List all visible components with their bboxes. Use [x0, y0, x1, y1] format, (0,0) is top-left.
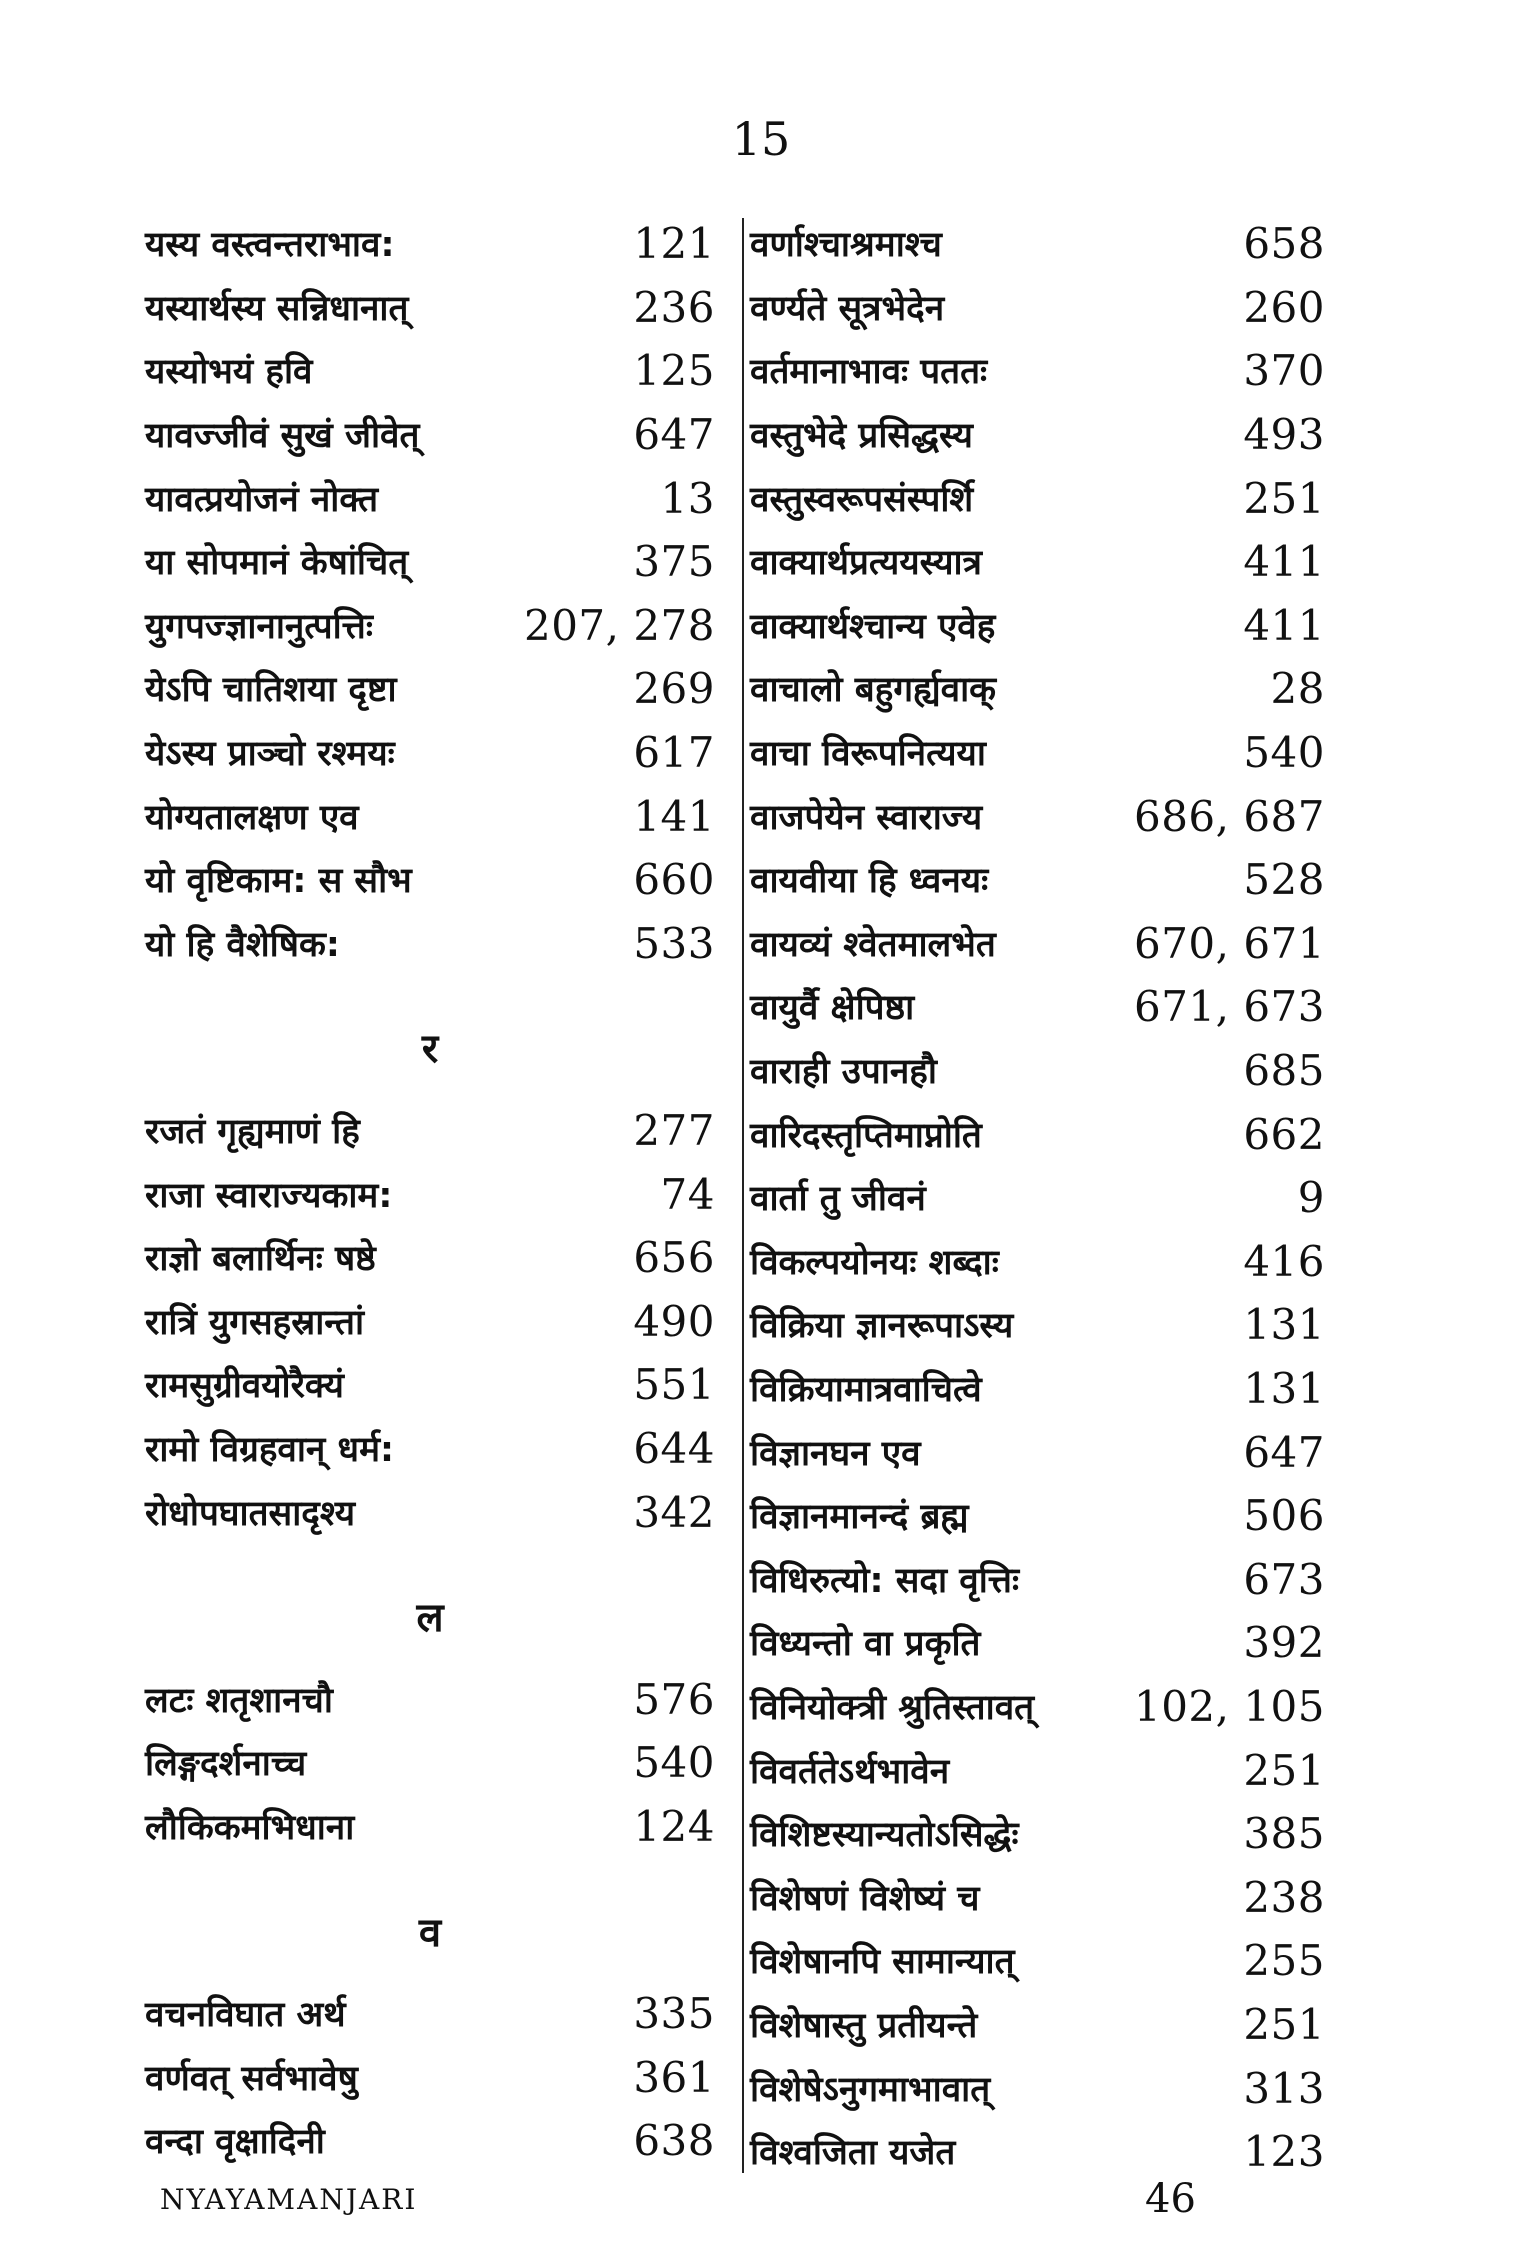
index-entry: [750, 530, 1325, 594]
index-left-column: [145, 212, 715, 2173]
index-entry: [750, 1420, 1325, 1484]
index-entry-term: विशेषानपि सामान्यात्: [750, 1942, 1015, 1983]
index-entry: [145, 784, 715, 848]
index-entry-page: 121: [633, 219, 715, 269]
index-entry: [750, 1484, 1325, 1548]
index-entry-term: विशेषणं विशेष्यं च: [750, 1878, 980, 1919]
index-entry: [750, 848, 1325, 912]
index-entry-page: 131: [1243, 1300, 1325, 1350]
column-divider: [742, 218, 744, 2173]
index-entry-term: वायुर्वै क्षेपिष्ठा: [750, 988, 915, 1029]
index-entry: [750, 1357, 1325, 1421]
index-entry: [145, 403, 715, 467]
index-entry-term: रजतं गृह्यमाणं हि: [145, 1112, 360, 1153]
section-heading-la: ल: [416, 1595, 444, 1642]
index-entry-term: येऽपि चातिशया दृष्टा: [145, 670, 397, 711]
index-entry: [145, 848, 715, 912]
index-entry: [145, 212, 715, 276]
index-entry-term: यो हि वैशेषिक:: [145, 924, 340, 965]
index-entry: [145, 339, 715, 403]
section-heading-ra: र: [421, 1026, 439, 1073]
index-entry: [750, 1929, 1325, 1993]
index-entry-page: 673: [1243, 1554, 1325, 1604]
index-entry: [750, 1166, 1325, 1230]
index-entry-page: 660: [633, 855, 715, 905]
index-entry-page: 638: [633, 2116, 715, 2166]
index-entry-term: यावत्प्रयोजनं नोक्त: [145, 479, 379, 520]
index-entry: [145, 1290, 715, 1354]
index-entry-page: 685: [1243, 1046, 1325, 1096]
index-entry-page: 236: [633, 282, 715, 332]
index-entry: [750, 276, 1325, 340]
index-entry: [750, 1039, 1325, 1103]
index-entry: [750, 1993, 1325, 2057]
index-entry-page: 9: [1297, 1173, 1325, 1223]
index-entry-term: येऽस्य प्राञ्चो रश्मयः: [145, 734, 395, 775]
index-entry-page: 540: [1243, 728, 1325, 778]
index-entry-page: 131: [1243, 1363, 1325, 1413]
index-entry-term: यस्यार्थस्य सन्निधानात्: [145, 288, 409, 329]
index-entry-page: 671, 673: [1133, 982, 1325, 1032]
index-entry-page: 617: [633, 728, 715, 778]
index-entry-page: 13: [660, 473, 715, 523]
index-entry-term: रामो विग्रहवान् धर्म:: [145, 1429, 394, 1470]
index-entry-page: 490: [633, 1296, 715, 1346]
index-entry-page: 392: [1243, 1618, 1325, 1668]
index-entry-term: विकल्पयोनयः शब्दाः: [750, 1242, 999, 1283]
index-entry-page: 370: [1243, 346, 1325, 396]
index-entry-page: 342: [633, 1487, 715, 1537]
index-entry-term: या सोपमानं केषांचित्: [145, 543, 409, 584]
index-entry: [750, 1802, 1325, 1866]
index-entry-term: योग्यतालक्षण एव: [145, 797, 359, 838]
index-entry-term: लौकिकमभिधाना: [145, 1807, 355, 1848]
index-entry: [750, 1865, 1325, 1929]
index-entry-page: 506: [1243, 1491, 1325, 1541]
index-entry-page: 251: [1243, 1999, 1325, 2049]
index-entry-page: 124: [633, 1801, 715, 1851]
index-entry-term: वर्णवत् सर्वभावेषु: [145, 2058, 358, 2099]
left-group-va: [145, 1982, 715, 2173]
index-entry: [145, 466, 715, 530]
index-entry: [750, 1293, 1325, 1357]
index-entry-term: वर्तमानाभावः पततः: [750, 352, 988, 393]
index-entry-page: 125: [633, 346, 715, 396]
index-entry: [750, 1738, 1325, 1802]
index-entry-term: वर्णाश्चाश्रमाश्च: [750, 225, 942, 266]
index-entry-page: 74: [660, 1169, 715, 1219]
index-entry: [750, 1611, 1325, 1675]
index-entry: [145, 1353, 715, 1417]
index-entry-page: 533: [633, 918, 715, 968]
index-entry-term: वारिदस्तृप्तिमाप्नोति: [750, 1115, 982, 1156]
index-entry-term: लटः शतृशानचौ: [145, 1680, 333, 1721]
index-entry-page: 528: [1243, 855, 1325, 905]
index-entry: [750, 2120, 1325, 2184]
index-entry: [750, 1230, 1325, 1294]
index-entry-page: 656: [633, 1233, 715, 1283]
index-entry-page: 411: [1243, 600, 1325, 650]
index-entry-page: 670, 671: [1133, 918, 1325, 968]
index-entry-term: विक्रिया ज्ञानरूपाऽस्य: [750, 1306, 1014, 1347]
index-entry-page: 576: [633, 1674, 715, 1724]
left-group-la: [145, 1667, 715, 1858]
index-entry: [750, 1102, 1325, 1166]
index-entry-term: राज्ञो बलार्थिनः षष्ठे: [145, 1239, 376, 1280]
index-entry: [145, 657, 715, 721]
index-entry-term: विश्वजिता यजेत: [750, 2133, 956, 2174]
section-heading-va: व: [418, 1909, 442, 1956]
index-entry-term: विशेषास्तु प्रतीयन्ते: [750, 2005, 978, 2046]
right-group-va: [750, 212, 1325, 2183]
index-entry-term: वाचा विरूपनित्यया: [750, 734, 986, 775]
index-entry: [145, 1226, 715, 1290]
index-entry: [145, 1795, 715, 1859]
index-entry-term: यस्योभयं हवि: [145, 352, 313, 393]
index-entry-page: 255: [1243, 1936, 1325, 1986]
index-entry-term: विनियोक्त्री श्रुतिस्तावत्: [750, 1687, 1035, 1728]
index-entry-page: 647: [1243, 1427, 1325, 1477]
index-entry: [750, 657, 1325, 721]
index-right-column: [750, 212, 1325, 2183]
index-entry: [750, 403, 1325, 467]
index-entry-term: वाक्यार्थप्रत्ययस्यात्र: [750, 543, 982, 584]
index-entry-page: 207, 278: [523, 600, 715, 650]
index-entry-term: वाजपेयेन स्वाराज्य: [750, 797, 983, 838]
index-entry-page: 493: [1243, 410, 1325, 460]
footer-sheet-number: 46: [1145, 2176, 1196, 2222]
index-entry-term: वायवीया हि ध्वनयः: [750, 861, 989, 902]
index-entry-page: 335: [633, 1989, 715, 2039]
index-entry: [145, 912, 715, 976]
index-entry-term: यो वृष्टिकाम: स सौभ: [145, 861, 412, 902]
page-number: 15: [731, 112, 791, 166]
index-entry-page: 277: [633, 1106, 715, 1156]
index-entry: [750, 466, 1325, 530]
index-entry-term: विधिरुत्यो: सदा वृत्तिः: [750, 1560, 1020, 1601]
index-entry: [145, 2045, 715, 2109]
index-entry-page: 269: [633, 664, 715, 714]
index-entry-term: लिङ्गदर्शनाच्च: [145, 1744, 307, 1785]
left-group-ya: [145, 212, 715, 975]
index-entry-term: रामसुग्रीवयोरैक्यं: [145, 1366, 344, 1407]
index-entry-term: वन्दा वृक्षादिनी: [145, 2122, 325, 2163]
left-group-ra: [145, 1099, 715, 1544]
index-entry: [145, 1480, 715, 1544]
index-entry-term: विशिष्टस्यान्यतोऽसिद्धेः: [750, 1815, 1019, 1856]
index-entry-page: 644: [633, 1423, 715, 1473]
index-entry: [145, 1417, 715, 1481]
index-entry-term: वाक्यार्थश्चान्य एवेह: [750, 606, 996, 647]
index-entry: [750, 975, 1325, 1039]
index-entry: [750, 2056, 1325, 2120]
index-entry: [145, 1667, 715, 1731]
index-entry: [145, 1162, 715, 1226]
index-entry: [145, 1731, 715, 1795]
index-entry-term: राजा स्वाराज्यकाम:: [145, 1175, 393, 1216]
index-entry-term: वचनविघात अर्थ: [145, 1995, 346, 2036]
index-entry: [145, 530, 715, 594]
index-entry-term: रोधोपघातसादृश्य: [145, 1493, 356, 1534]
index-entry-term: वायव्यं श्वेतमालभेत: [750, 924, 996, 965]
index-entry: [750, 594, 1325, 658]
index-entry-page: 251: [1243, 1745, 1325, 1795]
index-entry-term: विज्ञानघन एव: [750, 1433, 921, 1474]
index-entry-term: यावज्जीवं सुखं जीवेत्: [145, 416, 420, 457]
index-entry: [750, 784, 1325, 848]
index-entry-page: 686, 687: [1133, 791, 1325, 841]
index-entry: [145, 2109, 715, 2173]
index-entry-page: 375: [633, 537, 715, 587]
index-entry-term: विक्रियामात्रवाचित्वे: [750, 1369, 982, 1410]
index-entry-term: वाचालो बहुगर्ह्यवाक्: [750, 670, 997, 711]
index-entry-page: 28: [1270, 664, 1325, 714]
index-entry-page: 123: [1243, 2127, 1325, 2177]
index-entry-page: 238: [1243, 1872, 1325, 1922]
index-entry-term: विज्ञानमानन्दं ब्रह्म: [750, 1497, 969, 1538]
index-entry-page: 647: [633, 410, 715, 460]
index-entry-page: 416: [1243, 1236, 1325, 1286]
index-entry: [145, 1099, 715, 1163]
index-entry-page: 141: [633, 791, 715, 841]
index-entry: [145, 721, 715, 785]
index-entry-page: 251: [1243, 473, 1325, 523]
index-entry-page: 361: [633, 2052, 715, 2102]
index-entry-term: विवर्ततेऽर्थभावेन: [750, 1751, 950, 1792]
index-entry-page: 411: [1243, 537, 1325, 587]
index-entry: [750, 212, 1325, 276]
index-entry-term: विशेषेऽनुगमाभावात्: [750, 2069, 991, 2110]
index-entry-page: 102, 105: [1133, 1681, 1325, 1731]
index-entry: [750, 1547, 1325, 1611]
index-entry-term: वस्तुस्वरूपसंस्पर्शि: [750, 479, 974, 520]
index-entry-term: यस्य वस्त्वन्तराभाव:: [145, 225, 395, 266]
index-entry: [750, 339, 1325, 403]
index-entry-term: वस्तुभेदे प्रसिद्धस्य: [750, 416, 973, 457]
index-entry: [145, 276, 715, 340]
index-entry: [145, 594, 715, 658]
footer-book-title: NYAYAMANJARI: [160, 2183, 418, 2216]
index-entry: [750, 1675, 1325, 1739]
index-entry-page: 385: [1243, 1809, 1325, 1859]
index-entry-term: विध्यन्तो वा प्रकृति: [750, 1624, 981, 1665]
index-entry-page: 658: [1243, 219, 1325, 269]
index-entry-page: 313: [1243, 2063, 1325, 2113]
index-entry-term: वार्ता तु जीवनं: [750, 1179, 926, 1220]
index-entry: [750, 912, 1325, 976]
index-entry-page: 551: [633, 1360, 715, 1410]
index-entry-term: वाराही उपानहौ: [750, 1052, 937, 1093]
index-entry-term: रात्रिं युगसहस्रान्तां: [145, 1302, 365, 1343]
index-entry-term: वर्ण्यते सूत्रभेदेन: [750, 288, 945, 329]
index-entry: [145, 1982, 715, 2046]
index-entry-page: 260: [1243, 282, 1325, 332]
index-entry: [750, 721, 1325, 785]
index-entry-page: 540: [633, 1738, 715, 1788]
index-entry-term: युगपज्ज्ञानानुत्पत्तिः: [145, 606, 373, 647]
index-entry-page: 662: [1243, 1109, 1325, 1159]
